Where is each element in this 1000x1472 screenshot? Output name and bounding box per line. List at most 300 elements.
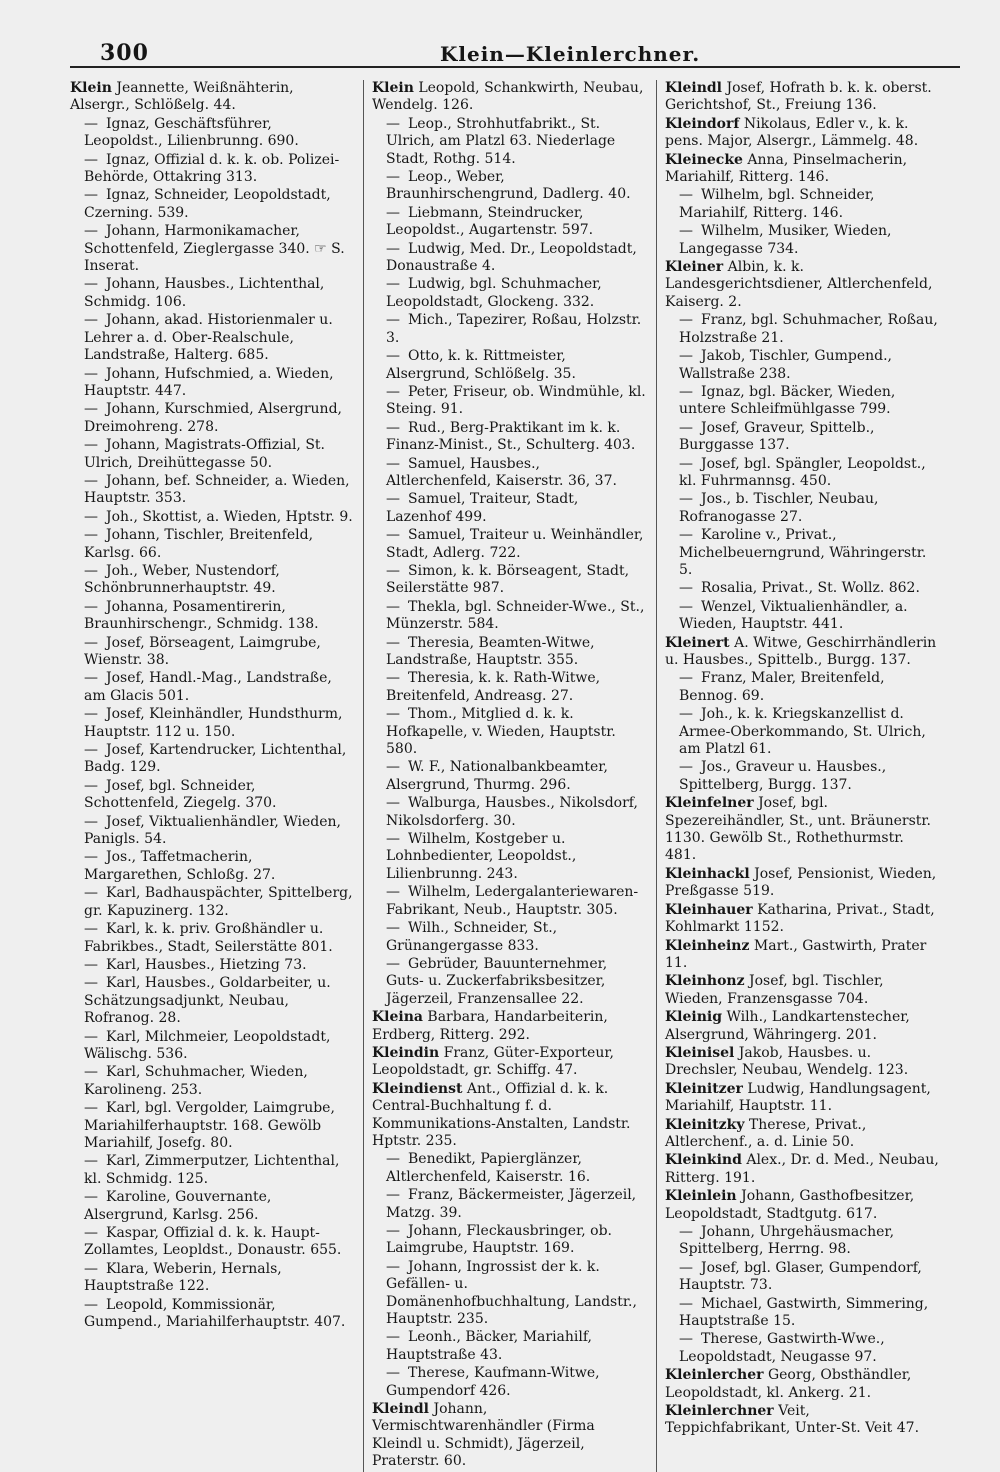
entry-details: Peter, Friseur, ob. Windmühle, kl. Steing. 91. [386,383,646,418]
entry-details: Johann, Magistrats-Offizial, St. Ulrich, Dreihüttegasse 50. [84,437,325,471]
entry-surname: Kleinitzer [665,1080,743,1097]
directory-entry [372,670,646,705]
repeat-dash: — [84,598,98,615]
entry-details: Samuel, Traiteur, Stadt, Lazenhof 499. [386,491,579,525]
repeat-dash: — [679,383,693,400]
entry-details: Wilhelm, bgl. Schneider, Mariahilf, Ritterg. 146. [679,187,875,221]
entry-details: Veit, Teppichfabrikant, Unter-St. Veit 47. [665,1403,920,1437]
repeat-dash: — [386,527,400,544]
directory-entry [372,1151,646,1186]
entry-details: Johanna, Posamentirerin, Braunhirschengr., Schmidg. 138. [84,598,319,633]
entry-details: Josef, bgl. Tischler, Wieden, Franzensgasse 704. [665,973,884,1007]
directory-entry [372,456,646,491]
directory-entry [372,1187,646,1222]
repeat-dash: — [386,955,400,972]
entry-details: Johann, Ingrossist der k. k. Gefällen- u. Domänenhofbuchhaltung, Landstr., Hauptstr. 235. [386,1258,637,1328]
directory-entry [665,384,939,419]
entry-details: Theresia, k. k. Rath-Witwe, Breitenfeld, Andreasg. 27. [386,670,601,704]
entry-details: Rud., Berg-Praktikant im k. k. Finanz-Minist., St., Schulterg. 403. [386,419,636,454]
directory-entry [70,957,353,974]
entry-details: Albin, k. k. Landesgerichtsdiener, Altlerchenfeld, Kaiserg. 2. [665,259,933,310]
directory-entry [70,1064,353,1099]
entry-details: Karl, Zimmerputzer, Lichtenthal, kl. Schmidg. 125. [84,1153,340,1187]
entry-surname: Kleinkind [665,1152,742,1169]
entry-details: Anna, Pinselmacherin, Mariahilf, Ritterg. 146. [665,151,908,186]
directory-entry [665,670,939,705]
repeat-dash: — [386,706,400,723]
entry-details: Josef, Handl.-Mag., Landstraße, am Glacis 501. [84,670,332,704]
directory-entry [665,599,939,634]
repeat-dash: — [84,1225,98,1241]
entry-details: Josef, Graveur, Spittelb., Burggasse 137. [679,419,875,454]
entry-details: Ludwig, Med. Dr., Leopoldstadt, Donaustraße 4. [386,240,637,275]
directory-entry [665,759,939,794]
entry-details: Alex., Dr. d. Med., Neubau, Ritterg. 191. [665,1152,939,1186]
entry-details: Nikolaus, Edler v., k. k. pens. Major, Alsergr., Lämmelg. 48. [665,115,919,150]
repeat-dash: — [386,383,400,400]
entry-details: Johann, Uhrgehäusmacher, Spittelberg, Herrng. 98. [679,1224,895,1258]
entry-details: Josef, Pensionist, Wieden, Preßgasse 519. [665,865,937,900]
entry-details: Klara, Weberin, Hernals, Hauptstraße 122. [84,1260,282,1295]
entry-details: Theresia, Beamten-Witwe, Landstraße, Hauptstr. 355. [386,634,595,668]
repeat-dash: — [679,1259,693,1276]
repeat-dash: — [386,598,400,615]
repeat-dash: — [84,562,98,579]
entry-surname: Klein [372,80,414,96]
directory-entry [665,902,939,937]
repeat-dash: — [386,1258,400,1275]
directory-entry [70,742,353,777]
entry-surname: Kleinlercher [665,1367,764,1384]
column-2 [363,80,646,1472]
repeat-dash: — [679,527,693,544]
repeat-dash: — [386,312,400,329]
directory-entry [372,276,646,311]
directory-entry [665,1260,939,1295]
repeat-dash: — [84,187,98,204]
entry-details: Josef, Börseagent, Laimgrube, Wienstr. 38. [84,634,321,668]
repeat-dash: — [679,312,693,329]
column-1 [70,80,353,1472]
entry-details: Rosalia, Privat., St. Wollz. 862. [701,580,920,597]
repeat-dash: — [84,742,98,759]
entry-details: W. F., Nationalbankbeamter, Alsergrund, Thurmg. 296. [386,759,608,793]
entry-details: Georg, Obsthändler, Leopoldstadt, kl. Ankerg. 21. [665,1367,912,1401]
entry-details: Johann, Hufschmied, a. Wieden, Hauptstr. 447. [84,365,334,399]
directory-entry [372,563,646,598]
repeat-dash: — [84,777,98,794]
repeat-dash: — [84,1260,98,1277]
directory-entry [70,599,353,634]
entry-details: Therese, Kaufmann-Witwe, Gumpendorf 426. [386,1365,600,1399]
entry-details: Joh., Skottist, a. Wieden, Hptstr. 9. [106,508,353,525]
entry-details: Kaspar, Offizial d. k. k. Haupt-Zollamtes, Leopldst., Donaustr. 655. [84,1225,342,1259]
entry-details: Josef, bgl. Glaser, Gumpendorf, Hauptstr. 73. [679,1259,922,1294]
entry-details: Johann, Kurschmied, Alsergrund, Dreimohreng. 278. [84,401,342,435]
entry-surname: Kleindl [665,80,722,96]
entry-details: Ignaz, Geschäftsführer, Leopoldst., Lilienbrunng. 690. [84,115,299,150]
repeat-dash: — [386,759,400,776]
entry-surname: Klein [70,80,112,96]
directory-entry [372,795,646,830]
directory-entry [70,849,353,884]
entry-details: Johann, Vermischtwarenhändler (Firma Kleindl u. Schmidt), Jägerzeil, Praterstr. 60. [372,1401,595,1470]
directory-entry [372,312,646,347]
directory-entry [372,1329,646,1364]
directory-entry [665,1152,939,1187]
entry-details: Leonh., Bäcker, Mariahilf, Hauptstraße 43. [386,1329,592,1363]
entry-surname: Kleindorf [665,115,740,132]
repeat-dash: — [679,455,693,472]
repeat-dash: — [84,223,98,240]
entry-details: Johann, Gasthofbesitzer, Leopoldstadt, Stadtgutg. 617. [665,1188,915,1222]
entry-details: Joh., k. k. Kriegskanzellist d. Armee-Oberkommando, St. Ulrich, am Platzl 61. [679,706,926,758]
repeat-dash: — [679,1295,693,1312]
directory-entry [665,635,939,670]
directory-entry [372,1223,646,1258]
repeat-dash: — [386,1223,400,1239]
entry-details: Josef, bgl. Spezereihändler, St., unt. Bräunerstr. 1130. Gewölb St., Rothethurmstr. 481. [665,795,931,864]
directory-entry [665,973,939,1008]
entry-surname: Kleinhonz [665,973,745,990]
repeat-dash: — [679,1224,693,1240]
directory-entry [665,152,939,187]
directory-entry [70,1189,353,1224]
repeat-dash: — [386,831,400,848]
directory-entry [70,814,353,849]
directory-entry [70,276,353,311]
repeat-dash: — [386,204,400,221]
directory-entry [372,205,646,240]
repeat-dash: — [679,1331,693,1348]
entry-details: A. Witwe, Geschirrhändlerin u. Hausbes., Spittelb., Burgg. 137. [665,634,937,668]
entry-surname: Kleindin [372,1044,440,1061]
entry-details: Josef, Kartendrucker, Lichtenthal, Badg. 129. [84,742,347,776]
entry-details: Franz, bgl. Schuhmacher, Roßau, Holzstraße 21. [679,312,938,346]
repeat-dash: — [386,562,400,579]
repeat-dash: — [386,419,400,436]
running-head: Klein—Kleinlerchner. [440,42,701,66]
entry-details: Karl, Milchmeier, Leopoldstadt, Wälischg. 536. [84,1028,331,1062]
repeat-dash: — [386,491,400,508]
repeat-dash: — [84,401,98,418]
entry-details: Ignaz, bgl. Bäcker, Wieden, untere Schleifmühlgasse 799. [679,383,896,418]
repeat-dash: — [84,1064,98,1081]
page-number: 300 [100,40,149,66]
entry-details: Therese, Privat., Altlerchenf., a. d. Linie 50. [665,1116,867,1150]
entry-details: Jakob, Tischler, Gumpend., Wallstraße 238. [679,348,893,382]
directory-entry [665,580,939,597]
directory-entry [70,116,353,151]
repeat-dash: — [679,598,693,615]
entry-details: Ignaz, Offizial d. k. k. ob. Polizei-Behörde, Ottakring 313. [84,151,340,186]
entry-details: Barbara, Handarbeiterin, Erdberg, Ritterg. 292. [372,1009,608,1043]
repeat-dash: — [84,813,98,830]
entry-details: Samuel, Hausbes., Altlerchenfeld, Kaiserstr. 36, 37. [386,455,617,489]
directory-entry [372,920,646,955]
directory-entry [70,706,353,741]
repeat-dash: — [386,1329,400,1346]
directory-entry [665,1367,939,1402]
directory-entry [70,1029,353,1064]
directory-entry [70,366,353,401]
entry-details: Johann, Hausbes., Lichtenthal, Schmidg. 106. [84,276,325,310]
repeat-dash: — [84,365,98,382]
directory-entry [70,187,353,222]
entry-details: Karoline v., Privat., Michelbeuerngrund, Währingerstr. 5. [679,527,927,578]
directory-entry [665,795,939,865]
entry-details: Wenzel, Viktualienhändler, a. Wieden, Hauptstr. 441. [679,598,908,633]
entry-surname: Kleinisel [665,1044,735,1061]
directory-entry [70,975,353,1027]
repeat-dash: — [679,187,693,204]
entry-details: Ludwig, Handlungsagent, Mariahilf, Hauptstr. 11. [665,1080,931,1115]
directory-entry [372,759,646,794]
entry-details: Katharina, Privat., Stadt, Kohlmarkt 1152. [665,901,935,936]
directory-entry [70,401,353,436]
repeat-dash: — [679,706,693,723]
entry-details: Karl, Hausbes., Goldarbeiter, u. Schätzungsadjunkt, Neubau, Rofranog. 28. [84,975,331,1027]
entry-surname: Kleiner [665,259,724,276]
directory-entry [665,706,939,758]
directory-entry [372,831,646,883]
entry-surname: Kleinig [665,1009,722,1026]
repeat-dash: — [386,169,400,186]
repeat-dash: — [84,921,98,938]
directory-entry [665,1045,939,1080]
entry-surname: Kleinecke [665,151,743,168]
directory-entry [665,1296,939,1331]
repeat-dash: — [84,849,98,866]
entry-surname: Kleinlein [665,1188,737,1205]
directory-entry [70,312,353,364]
entry-details: Leopold, Kommissionär, Gumpend., Mariahilferhauptstr. 407. [84,1296,346,1331]
entry-details: Benedikt, Papierglänzer, Altlerchenfeld, Kaiserstr. 16. [386,1151,591,1185]
repeat-dash: — [84,634,98,651]
directory-entry [665,1117,939,1152]
directory-entry [665,187,939,222]
entry-details: Thom., Mitglied d. k. k. Hofkapelle, v. Wieden, Hauptstr. 580. [386,706,616,758]
entry-details: Samuel, Traiteur u. Weinhändler, Stadt, Adlerg. 722. [386,527,644,561]
directory-entry [372,348,646,383]
entry-details: Franz, Güter-Exporteur, Leopoldstadt, gr. Schiffg. 47. [372,1044,614,1079]
entry-details: Mich., Tapezirer, Roßau, Holzstr. 3. [386,312,642,346]
entry-details: Karl, Schuhmacher, Wieden, Karolineng. 253. [84,1064,308,1098]
repeat-dash: — [84,472,98,489]
directory-entry [70,670,353,705]
directory-entry [665,1403,939,1438]
entry-details: Gebrüder, Bauunternehmer, Guts- u. Zuckerfabriksbesitzer, Jägerzeil, Franzensallee 22. [386,955,608,1007]
repeat-dash: — [386,240,400,257]
entry-details: Jakob, Hausbes. u. Drechsler, Neubau, Wendelg. 123. [665,1044,909,1079]
directory-entry [70,1153,353,1188]
repeat-dash: — [84,312,98,329]
repeat-dash: — [386,1187,400,1204]
entry-details: Jos., Taffetmacherin, Margarethen, Schloßg. 27. [84,849,276,883]
directory-entry [70,635,353,670]
directory-entry [372,884,646,919]
directory-entry [70,1225,353,1260]
entry-details: Liebmann, Steindrucker, Leopoldst., Augartenstr. 597. [386,204,594,239]
entry-details: Josef, bgl. Schneider, Schottenfeld, Ziegelg. 370. [84,777,277,812]
repeat-dash: — [386,795,400,812]
directory-entry [665,420,939,455]
entry-details: Johann, bef. Schneider, a. Wieden, Hauptstr. 353. [84,472,350,507]
entry-details: Karl, Hausbes., Hietzing 73. [106,956,307,973]
entry-details: Wilhelm, Musiker, Wieden, Langegasse 734. [679,223,892,257]
directory-entry [70,223,353,275]
page-header [70,40,960,68]
directory-entry [665,866,939,901]
repeat-dash: — [84,706,98,723]
entry-details: Karoline, Gouvernante, Alsergrund, Karlsg. 256. [84,1189,272,1223]
repeat-dash: — [84,975,98,992]
repeat-dash: — [679,419,693,436]
directory-entry [665,116,939,151]
entry-details: Walburga, Hausbes., Nikolsdorf, Nikolsdorferg. 30. [386,795,638,829]
directory-entry [665,1009,939,1044]
entry-details: Wilhelm, Kostgeber u. Lohnbedienter, Leopoldst., Lilienbrunng. 243. [386,831,577,882]
entry-details: Mart., Gastwirth, Prater 11. [665,937,927,971]
entry-details: Otto, k. k. Rittmeister, Alsergrund, Schlößelg. 35. [386,348,576,382]
entry-surname: Kleindienst [372,1080,463,1097]
directory-entry [70,1100,353,1152]
directory-entry [372,1045,646,1080]
entry-details: Karl, bgl. Vergolder, Laimgrube, Mariahilferhauptstr. 168. Gewölb Mariahilf, Josefg. 80. [84,1100,335,1151]
entry-details: Leop., Weber, Braunhirschengrund, Dadlerg. 40. [386,169,631,203]
directory-entry [70,473,353,508]
entry-details: Franz, Maler, Breitenfeld, Bennog. 69. [679,670,885,704]
entry-details: Wilh., Schneider, St., Grünangergasse 833. [386,920,558,954]
entry-details: Therese, Gastwirth-Wwe., Leopoldstadt, Neugasse 97. [679,1331,885,1365]
directory-entry [70,778,353,813]
column-3 [656,80,939,1472]
entry-surname: Kleinlerchner [665,1403,774,1420]
entry-details: Wilhelm, Ledergalanteriewaren-Fabrikant, Neub., Hauptstr. 305. [386,884,639,918]
entry-details: Johann, akad. Historienmaler u. Lehrer a. d. Ober-Realschule, Landstraße, Halterg. 685. [84,312,333,364]
columns [70,80,960,1472]
repeat-dash: — [386,348,400,365]
directory-entry [372,1401,646,1471]
directory-entry [665,80,939,115]
entry-details: Josef, Kleinhändler, Hundsthurm, Hauptstr. 112 u. 150. [84,706,343,740]
entry-details: Wilh., Landkartenstecher, Alsergrund, Währingerg. 201. [665,1009,910,1043]
directory-entry [665,1331,939,1366]
directory-entry [372,1009,646,1044]
directory-entry [70,563,353,598]
repeat-dash: — [84,1028,98,1045]
repeat-dash: — [679,491,693,508]
repeat-dash: — [84,1153,98,1170]
directory-entry [70,885,353,920]
repeat-dash: — [84,670,98,687]
repeat-dash: — [84,437,98,454]
entry-details: Johann, Tischler, Breitenfeld, Karlsg. 66. [84,527,314,561]
entry-details: Josef, Viktualienhändler, Wieden, Panigls. 54. [84,813,341,848]
entry-details: Karl, k. k. priv. Großhändler u. Fabrikbes., Stadt, Seilerstätte 801. [84,921,333,955]
entry-surname: Kleinitzky [665,1116,745,1133]
repeat-dash: — [84,1100,98,1117]
directory-entry [372,116,646,168]
directory-entry [70,152,353,187]
directory-entry [665,1188,939,1223]
directory-entry [70,527,353,562]
directory-entry [372,956,646,1008]
directory-entry [70,1297,353,1332]
directory-entry [372,599,646,634]
entry-details: Josef, Hofrath b. k. k. oberst. Gerichtshof, St., Freiung 136. [665,80,932,114]
repeat-dash: — [386,115,400,132]
entry-details: Franz, Bäckermeister, Jägerzeil, Matzg. 39. [386,1187,637,1221]
entry-details: Johann, Fleckausbringer, ob. Laimgrube, Hauptstr. 169. [386,1223,612,1257]
entry-details: Michael, Gastwirth, Simmering, Hauptstraße 15. [679,1295,929,1330]
directory-entry [372,384,646,419]
directory-entry [372,1081,646,1151]
entry-surname: Kleinheinz [665,937,750,954]
entry-surname: Kleinert [665,634,730,651]
repeat-dash: — [386,1151,400,1168]
repeat-dash: — [679,580,693,597]
directory-entry [665,259,939,311]
repeat-dash: — [386,920,400,937]
entry-surname: Kleina [372,1009,423,1026]
directory-entry [372,80,646,115]
entry-details: Jos., Graveur u. Hausbes., Spittelberg, Burgg. 137. [679,759,887,793]
directory-entry [372,169,646,204]
repeat-dash: — [386,884,400,901]
entry-details: Josef, bgl. Spängler, Leopoldst., kl. Fuhrmannsg. 450. [679,455,926,489]
directory-entry [372,1365,646,1400]
repeat-dash: — [679,348,693,365]
repeat-dash: — [84,151,98,168]
directory-entry [70,1261,353,1296]
directory-entry [372,527,646,562]
entry-details: Ludwig, bgl. Schuhmacher, Leopoldstadt, Glockeng. 332. [386,276,602,310]
directory-entry [665,1081,939,1116]
repeat-dash: — [84,885,98,902]
directory-entry [665,223,939,258]
directory-entry [70,921,353,956]
entry-surname: Kleinhauer [665,901,753,918]
directory-entry [372,706,646,758]
directory-entry [372,1259,646,1329]
repeat-dash: — [84,115,98,132]
repeat-dash: — [84,1296,98,1313]
repeat-dash: — [386,455,400,472]
repeat-dash: — [386,634,400,651]
directory-entry [665,527,939,579]
directory-entry [665,491,939,526]
entry-details: Jeannette, Weißnähterin, Alsergr., Schlößelg. 44. [70,80,294,114]
entry-details: Ant., Offizial d. k. k. Central-Buchhaltung f. d. Kommunikations-Anstalten, Landstr. Hptstr. 235. [372,1080,631,1149]
directory-entry [665,456,939,491]
directory-entry [70,509,353,526]
repeat-dash: — [84,527,98,544]
entry-details: Simon, k. k. Börseagent, Stadt, Seilerstätte 987. [386,562,630,597]
repeat-dash: — [679,670,693,687]
entry-details: Leopold, Schankwirth, Neubau, Wendelg. 126. [372,80,644,114]
directory-entry [665,348,939,383]
directory-entry [665,312,939,347]
repeat-dash: — [679,759,693,776]
repeat-dash: — [84,1189,98,1206]
directory-entry [372,491,646,526]
repeat-dash: — [386,276,400,293]
entry-details: Joh., Weber, Nustendorf, Schönbrunnerhauptstr. 49. [84,562,280,597]
directory-entry [372,420,646,455]
entry-details: Karl, Badhauspächter, Spittelberg, gr. Kapuzinerg. 132. [84,885,353,919]
entry-details: Leop., Strohhutfabrikt., St. Ulrich, am Platzl 63. Niederlage Stadt, Rothg. 514. [386,115,616,167]
